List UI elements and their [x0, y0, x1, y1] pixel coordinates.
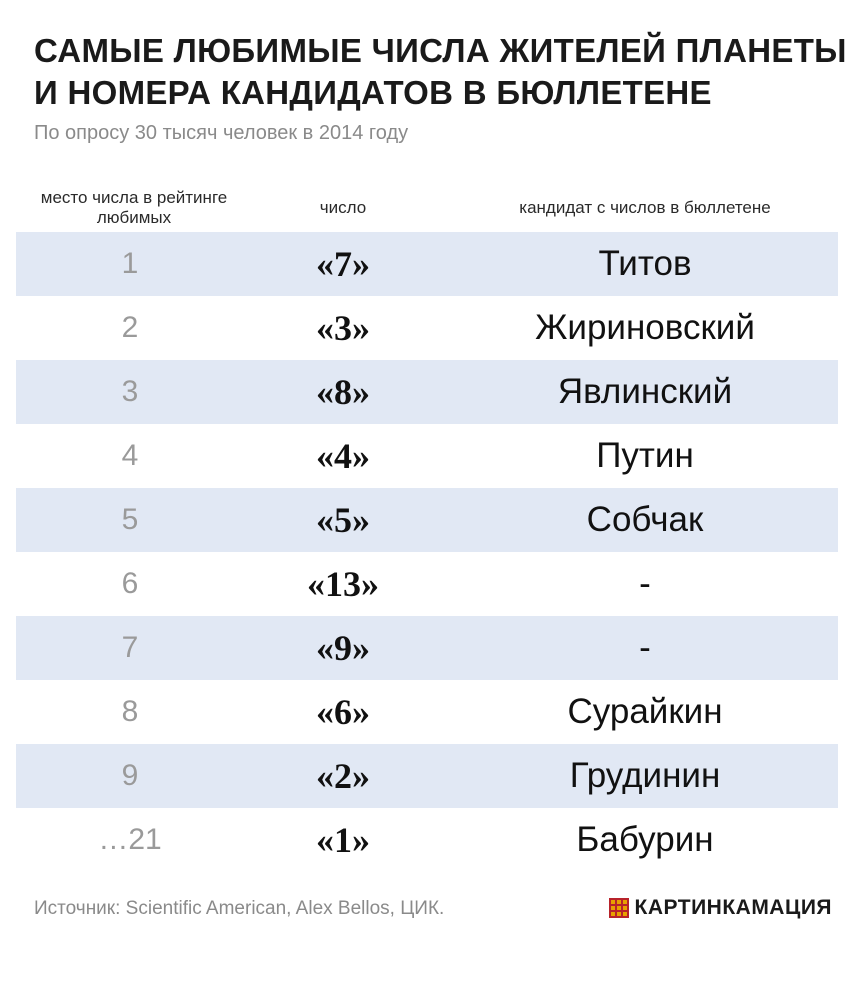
number-cell: «3»: [316, 308, 370, 348]
table-row: [16, 360, 838, 424]
table-row: [16, 424, 838, 488]
candidate-cell: -: [639, 564, 651, 603]
table-row: [16, 488, 838, 552]
subtitle: По опросу 30 тысяч человек в 2014 году: [34, 122, 409, 144]
number-cell: «2»: [316, 756, 370, 796]
brand-logo: [609, 896, 832, 920]
number-cell: «13»: [307, 564, 379, 604]
candidate-cell: Жириновский: [535, 308, 755, 347]
candidate-cell: Бабурин: [576, 820, 714, 859]
header-number: число: [319, 198, 367, 217]
table-row: [16, 616, 838, 680]
number-cell: «9»: [316, 628, 370, 668]
header-rank: место числа в рейтинге любимых: [40, 188, 228, 227]
number-cell: «4»: [316, 436, 370, 476]
page-title: [34, 30, 847, 114]
number-cell: «6»: [316, 692, 370, 732]
rank-cell: 9: [121, 759, 139, 792]
candidate-cell: Титов: [598, 244, 692, 283]
candidate-cell: Собчак: [586, 500, 704, 539]
rank-cell: 1: [121, 247, 139, 280]
header-candidate: кандидат с числов в бюллетене: [519, 198, 771, 217]
rank-cell: 4: [121, 439, 139, 472]
rank-cell: 6: [121, 567, 139, 600]
number-cell: «7»: [316, 244, 370, 284]
rank-cell: 3: [121, 375, 139, 408]
table-body: [16, 232, 838, 872]
number-cell: «1»: [316, 820, 370, 860]
table-row: [16, 552, 838, 616]
candidate-cell: Путин: [596, 436, 694, 475]
brand-name: КАРТИНКАМАЦИЯ: [634, 896, 832, 919]
rank-cell: 5: [121, 503, 139, 536]
rank-cell: 2: [121, 311, 139, 344]
title-line-1: САМЫЕ ЛЮБИМЫЕ ЧИСЛА ЖИТЕЛЕЙ ПЛАНЕТЫ: [34, 32, 847, 69]
rank-cell: 8: [121, 695, 139, 728]
table-row: [16, 744, 838, 808]
rank-cell: 7: [121, 631, 139, 664]
source-note: Источник: Scientific American, Alex Bellos, ЦИК.: [34, 898, 445, 919]
table-row: [16, 680, 838, 744]
table-header: [0, 188, 850, 232]
number-cell: «8»: [316, 372, 370, 412]
number-cell: «5»: [316, 500, 370, 540]
candidate-cell: Сурайкин: [567, 692, 723, 731]
rank-cell: …21: [98, 823, 162, 856]
title-line-2: И НОМЕРА КАНДИДАТОВ В БЮЛЛЕТЕНЕ: [34, 74, 712, 111]
brand-logo-icon: [609, 898, 629, 918]
candidate-cell: Явлинский: [557, 372, 733, 411]
candidate-cell: -: [639, 628, 651, 667]
table-row: [16, 296, 838, 360]
candidate-cell: Грудинин: [569, 756, 721, 795]
table-row: [16, 232, 838, 296]
table-row: [16, 808, 838, 872]
